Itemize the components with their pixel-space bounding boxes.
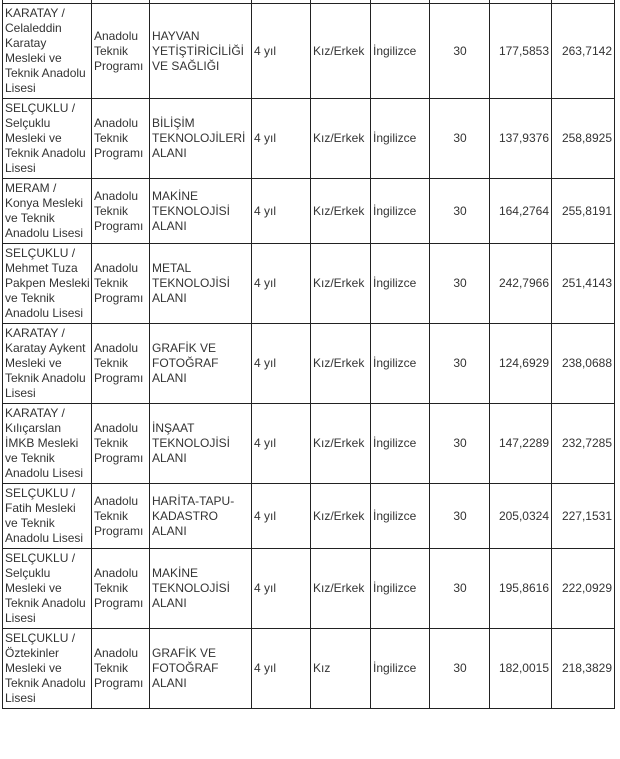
gender-cell: Kız/Erkek	[311, 179, 371, 244]
program-type-cell: Anadolu Teknik Programı	[92, 549, 150, 629]
field-cell: HAYVAN YETİŞTİRİCİLİĞİ VE SAĞLIĞI	[150, 4, 252, 99]
table-row	[3, 629, 615, 709]
quota-cell: 30	[430, 244, 490, 324]
max-score-cell: 263,7142	[552, 4, 615, 99]
quota-cell: 30	[430, 404, 490, 484]
table-row	[3, 549, 615, 629]
school-cell: SELÇUKLU / Mehmet Tuza Pakpen Mesleki ve Teknik Anadolu Lisesi	[3, 244, 92, 324]
quota-cell: 30	[430, 179, 490, 244]
max-score-cell: 232,7285	[552, 404, 615, 484]
field-cell: GRAFİK VE FOTOĞRAF ALANI	[150, 629, 252, 709]
gender-cell: Kız/Erkek	[311, 99, 371, 179]
duration-cell: 4 yıl	[252, 179, 311, 244]
min-score-cell: 177,5853	[490, 4, 552, 99]
program-type-cell: Anadolu Teknik Programı	[92, 99, 150, 179]
gender-cell: Kız/Erkek	[311, 484, 371, 549]
max-score-cell: 227,1531	[552, 484, 615, 549]
quota-cell: 30	[430, 549, 490, 629]
duration-cell: 4 yıl	[252, 629, 311, 709]
quota-cell: 30	[430, 99, 490, 179]
duration-cell: 4 yıl	[252, 4, 311, 99]
max-score-cell: 238,0688	[552, 324, 615, 404]
min-score-cell: 242,7966	[490, 244, 552, 324]
duration-cell: 4 yıl	[252, 404, 311, 484]
duration-cell: 4 yıl	[252, 549, 311, 629]
table-row	[3, 324, 615, 404]
quota-cell: 30	[430, 484, 490, 549]
school-cell: SELÇUKLU / Öztekinler Mesleki ve Teknik Anadolu Lisesi	[3, 629, 92, 709]
field-cell: METAL TEKNOLOJİSİ ALANI	[150, 244, 252, 324]
language-cell: İngilizce	[371, 99, 430, 179]
min-score-cell: 124,6929	[490, 324, 552, 404]
duration-cell: 4 yıl	[252, 99, 311, 179]
max-score-cell: 251,4143	[552, 244, 615, 324]
quota-cell: 30	[430, 4, 490, 99]
min-score-cell: 164,2764	[490, 179, 552, 244]
quota-cell: 30	[430, 629, 490, 709]
min-score-cell: 147,2289	[490, 404, 552, 484]
gender-cell: Kız/Erkek	[311, 549, 371, 629]
school-cell: MERAM / Konya Mesleki ve Teknik Anadolu Lisesi	[3, 179, 92, 244]
language-cell: İngilizce	[371, 404, 430, 484]
school-table-body	[3, 0, 615, 709]
school-cell: SELÇUKLU / Selçuklu Mesleki ve Teknik Anadolu Lisesi	[3, 549, 92, 629]
language-cell: İngilizce	[371, 549, 430, 629]
program-type-cell: Anadolu Teknik Programı	[92, 4, 150, 99]
school-table	[2, 0, 615, 709]
max-score-cell: 218,3829	[552, 629, 615, 709]
min-score-cell: 182,0015	[490, 629, 552, 709]
gender-cell: Kız/Erkek	[311, 324, 371, 404]
program-type-cell: Anadolu Teknik Programı	[92, 629, 150, 709]
duration-cell: 4 yıl	[252, 484, 311, 549]
field-cell: GRAFİK VE FOTOĞRAF ALANI	[150, 324, 252, 404]
school-table-container	[2, 0, 614, 709]
language-cell: İngilizce	[371, 4, 430, 99]
field-cell: BİLİŞİM TEKNOLOJİLERİ ALANI	[150, 99, 252, 179]
min-score-cell: 137,9376	[490, 99, 552, 179]
gender-cell: Kız/Erkek	[311, 404, 371, 484]
max-score-cell: 258,8925	[552, 99, 615, 179]
max-score-cell: 255,8191	[552, 179, 615, 244]
gender-cell: Kız/Erkek	[311, 4, 371, 99]
program-type-cell: Anadolu Teknik Programı	[92, 179, 150, 244]
language-cell: İngilizce	[371, 179, 430, 244]
table-row	[3, 99, 615, 179]
program-type-cell: Anadolu Teknik Programı	[92, 244, 150, 324]
gender-cell: Kız/Erkek	[311, 244, 371, 324]
school-cell: SELÇUKLU / Selçuklu Mesleki ve Teknik Anadolu Lisesi	[3, 99, 92, 179]
table-row	[3, 484, 615, 549]
school-cell: KARATAY / Celaleddin Karatay Mesleki ve Teknik Anadolu Lisesi	[3, 4, 92, 99]
gender-cell: Kız	[311, 629, 371, 709]
school-cell: SELÇUKLU / Fatih Mesleki ve Teknik Anadolu Lisesi	[3, 484, 92, 549]
min-score-cell: 195,8616	[490, 549, 552, 629]
min-score-cell: 205,0324	[490, 484, 552, 549]
table-row	[3, 4, 615, 99]
duration-cell: 4 yıl	[252, 244, 311, 324]
field-cell: İNŞAAT TEKNOLOJİSİ ALANI	[150, 404, 252, 484]
quota-cell: 30	[430, 324, 490, 404]
table-row	[3, 404, 615, 484]
program-type-cell: Anadolu Teknik Programı	[92, 324, 150, 404]
school-cell: KARATAY / Kılıçarslan İMKB Mesleki ve Teknik Anadolu Lisesi	[3, 404, 92, 484]
language-cell: İngilizce	[371, 244, 430, 324]
field-cell: MAKİNE TEKNOLOJİSİ ALANI	[150, 179, 252, 244]
table-row	[3, 244, 615, 324]
program-type-cell: Anadolu Teknik Programı	[92, 484, 150, 549]
max-score-cell: 222,0929	[552, 549, 615, 629]
language-cell: İngilizce	[371, 484, 430, 549]
program-type-cell: Anadolu Teknik Programı	[92, 404, 150, 484]
field-cell: HARİTA-TAPU-KADASTRO ALANI	[150, 484, 252, 549]
field-cell: MAKİNE TEKNOLOJİSİ ALANI	[150, 549, 252, 629]
school-cell: KARATAY / Karatay Aykent Mesleki ve Teknik Anadolu Lisesi	[3, 324, 92, 404]
duration-cell: 4 yıl	[252, 324, 311, 404]
language-cell: İngilizce	[371, 324, 430, 404]
table-row	[3, 179, 615, 244]
language-cell: İngilizce	[371, 629, 430, 709]
